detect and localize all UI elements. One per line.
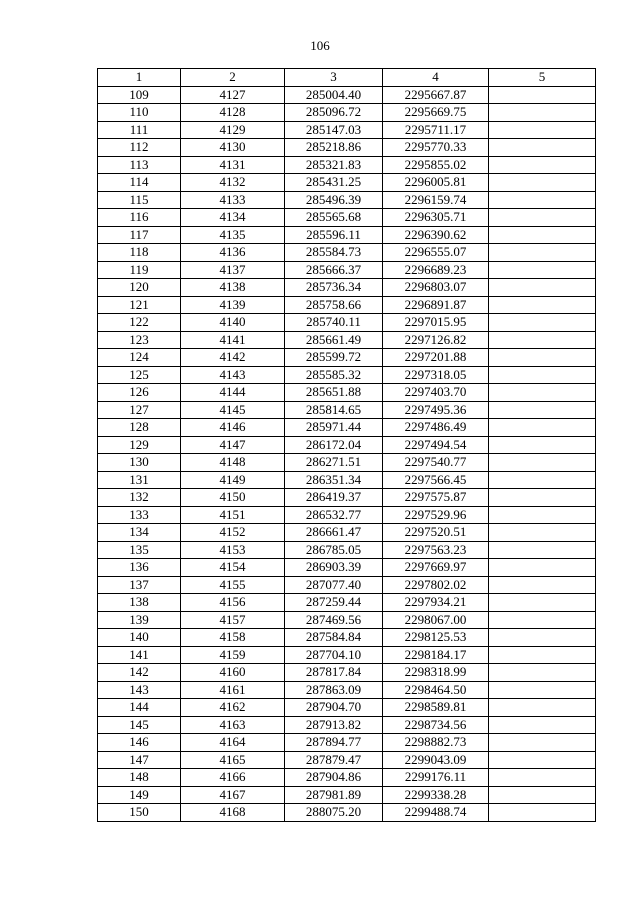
table-row (98, 699, 596, 717)
x-coordinate-cell: 285666.37 (285, 261, 383, 279)
point-id-cell: 4157 (181, 611, 285, 629)
x-coordinate-cell: 285971.44 (285, 419, 383, 437)
table-row (98, 576, 596, 594)
x-coordinate-cell: 285584.73 (285, 244, 383, 262)
point-id-cell: 4156 (181, 594, 285, 612)
point-number-cell: 127 (98, 401, 181, 419)
x-coordinate-cell: 286532.77 (285, 506, 383, 524)
x-coordinate-cell: 285599.72 (285, 349, 383, 367)
note-cell (489, 541, 596, 559)
table-row (98, 226, 596, 244)
point-number-cell: 122 (98, 314, 181, 332)
note-cell (489, 366, 596, 384)
point-id-cell: 4165 (181, 751, 285, 769)
point-number-cell: 145 (98, 716, 181, 734)
point-id-cell: 4137 (181, 261, 285, 279)
note-cell (489, 699, 596, 717)
x-coordinate-cell: 287981.89 (285, 786, 383, 804)
table-row (98, 244, 596, 262)
point-id-cell: 4155 (181, 576, 285, 594)
x-coordinate-cell: 287704.10 (285, 646, 383, 664)
table-row (98, 296, 596, 314)
x-coordinate-cell: 285147.03 (285, 121, 383, 139)
table-row (98, 471, 596, 489)
note-cell (489, 786, 596, 804)
y-coordinate-cell: 2297540.77 (383, 454, 489, 472)
header-row (98, 69, 596, 87)
y-coordinate-cell: 2295669.75 (383, 104, 489, 122)
note-cell (489, 506, 596, 524)
x-coordinate-cell: 287879.47 (285, 751, 383, 769)
table-body (98, 86, 596, 821)
x-coordinate-cell: 288075.20 (285, 804, 383, 822)
y-coordinate-cell: 2296305.71 (383, 209, 489, 227)
table-row (98, 786, 596, 804)
point-number-cell: 148 (98, 769, 181, 787)
point-id-cell: 4134 (181, 209, 285, 227)
point-number-cell: 149 (98, 786, 181, 804)
point-number-cell: 125 (98, 366, 181, 384)
point-id-cell: 4140 (181, 314, 285, 332)
y-coordinate-cell: 2296005.81 (383, 174, 489, 192)
x-coordinate-cell: 285218.86 (285, 139, 383, 157)
point-id-cell: 4145 (181, 401, 285, 419)
y-coordinate-cell: 2298184.17 (383, 646, 489, 664)
point-number-cell: 111 (98, 121, 181, 139)
y-coordinate-cell: 2297520.51 (383, 524, 489, 542)
point-number-cell: 134 (98, 524, 181, 542)
y-coordinate-cell: 2297575.87 (383, 489, 489, 507)
x-coordinate-cell: 287259.44 (285, 594, 383, 612)
x-coordinate-cell: 285736.34 (285, 279, 383, 297)
table-row (98, 629, 596, 647)
point-id-cell: 4144 (181, 384, 285, 402)
point-number-cell: 142 (98, 664, 181, 682)
y-coordinate-cell: 2299338.28 (383, 786, 489, 804)
x-coordinate-cell: 287077.40 (285, 576, 383, 594)
point-number-cell: 131 (98, 471, 181, 489)
x-coordinate-cell: 287584.84 (285, 629, 383, 647)
table-row (98, 681, 596, 699)
table-row (98, 156, 596, 174)
header-cell-col-3: 3 (285, 69, 383, 87)
note-cell (489, 121, 596, 139)
point-id-cell: 4153 (181, 541, 285, 559)
y-coordinate-cell: 2299176.11 (383, 769, 489, 787)
x-coordinate-cell: 287894.77 (285, 734, 383, 752)
point-number-cell: 121 (98, 296, 181, 314)
x-coordinate-cell: 285740.11 (285, 314, 383, 332)
note-cell (489, 436, 596, 454)
y-coordinate-cell: 2295770.33 (383, 139, 489, 157)
note-cell (489, 681, 596, 699)
point-number-cell: 119 (98, 261, 181, 279)
note-cell (489, 664, 596, 682)
note-cell (489, 401, 596, 419)
x-coordinate-cell: 285661.49 (285, 331, 383, 349)
table-row (98, 751, 596, 769)
y-coordinate-cell: 2297495.36 (383, 401, 489, 419)
table-row (98, 524, 596, 542)
note-cell (489, 384, 596, 402)
table-header (98, 69, 596, 87)
y-coordinate-cell: 2297318.05 (383, 366, 489, 384)
note-cell (489, 279, 596, 297)
point-number-cell: 124 (98, 349, 181, 367)
note-cell (489, 139, 596, 157)
point-number-cell: 141 (98, 646, 181, 664)
point-number-cell: 120 (98, 279, 181, 297)
table-row (98, 279, 596, 297)
point-number-cell: 138 (98, 594, 181, 612)
note-cell (489, 86, 596, 104)
table-row (98, 734, 596, 752)
point-id-cell: 4143 (181, 366, 285, 384)
table-row (98, 541, 596, 559)
point-number-cell: 136 (98, 559, 181, 577)
point-id-cell: 4146 (181, 419, 285, 437)
table-row (98, 261, 596, 279)
y-coordinate-cell: 2298734.56 (383, 716, 489, 734)
note-cell (489, 156, 596, 174)
point-id-cell: 4139 (181, 296, 285, 314)
point-id-cell: 4160 (181, 664, 285, 682)
point-number-cell: 144 (98, 699, 181, 717)
x-coordinate-cell: 285814.65 (285, 401, 383, 419)
note-cell (489, 104, 596, 122)
note-cell (489, 471, 596, 489)
note-cell (489, 314, 596, 332)
y-coordinate-cell: 2298882.73 (383, 734, 489, 752)
x-coordinate-cell: 286903.39 (285, 559, 383, 577)
table-row (98, 209, 596, 227)
note-cell (489, 209, 596, 227)
header-cell-col-5: 5 (489, 69, 596, 87)
x-coordinate-cell: 287904.70 (285, 699, 383, 717)
table-row (98, 121, 596, 139)
point-id-cell: 4150 (181, 489, 285, 507)
y-coordinate-cell: 2297566.45 (383, 471, 489, 489)
y-coordinate-cell: 2297015.95 (383, 314, 489, 332)
y-coordinate-cell: 2297403.70 (383, 384, 489, 402)
table-row (98, 174, 596, 192)
x-coordinate-cell: 285004.40 (285, 86, 383, 104)
x-coordinate-cell: 285321.83 (285, 156, 383, 174)
point-id-cell: 4130 (181, 139, 285, 157)
page-number: 106 (310, 38, 330, 53)
point-id-cell: 4138 (181, 279, 285, 297)
point-id-cell: 4168 (181, 804, 285, 822)
note-cell (489, 769, 596, 787)
x-coordinate-cell: 287904.86 (285, 769, 383, 787)
point-id-cell: 4164 (181, 734, 285, 752)
y-coordinate-cell: 2295667.87 (383, 86, 489, 104)
point-number-cell: 115 (98, 191, 181, 209)
point-id-cell: 4152 (181, 524, 285, 542)
point-id-cell: 4127 (181, 86, 285, 104)
point-id-cell: 4163 (181, 716, 285, 734)
point-number-cell: 129 (98, 436, 181, 454)
table-row (98, 436, 596, 454)
point-number-cell: 118 (98, 244, 181, 262)
point-id-cell: 4162 (181, 699, 285, 717)
x-coordinate-cell: 285096.72 (285, 104, 383, 122)
y-coordinate-cell: 2298464.50 (383, 681, 489, 699)
table-row (98, 769, 596, 787)
y-coordinate-cell: 2297494.54 (383, 436, 489, 454)
note-cell (489, 524, 596, 542)
x-coordinate-cell: 285496.39 (285, 191, 383, 209)
note-cell (489, 226, 596, 244)
x-coordinate-cell: 285651.88 (285, 384, 383, 402)
x-coordinate-cell: 286785.05 (285, 541, 383, 559)
x-coordinate-cell: 286172.04 (285, 436, 383, 454)
table-row (98, 401, 596, 419)
point-id-cell: 4149 (181, 471, 285, 489)
table-row (98, 86, 596, 104)
point-number-cell: 135 (98, 541, 181, 559)
point-number-cell: 139 (98, 611, 181, 629)
note-cell (489, 751, 596, 769)
y-coordinate-cell: 2298067.00 (383, 611, 489, 629)
x-coordinate-cell: 287863.09 (285, 681, 383, 699)
point-number-cell: 116 (98, 209, 181, 227)
y-coordinate-cell: 2297563.23 (383, 541, 489, 559)
table-row (98, 594, 596, 612)
note-cell (489, 261, 596, 279)
y-coordinate-cell: 2297201.88 (383, 349, 489, 367)
y-coordinate-cell: 2296689.23 (383, 261, 489, 279)
y-coordinate-cell: 2298318.99 (383, 664, 489, 682)
table-row (98, 716, 596, 734)
point-number-cell: 126 (98, 384, 181, 402)
table-row (98, 611, 596, 629)
point-id-cell: 4158 (181, 629, 285, 647)
note-cell (489, 576, 596, 594)
note-cell (489, 419, 596, 437)
point-id-cell: 4128 (181, 104, 285, 122)
note-cell (489, 594, 596, 612)
y-coordinate-cell: 2296891.87 (383, 296, 489, 314)
point-number-cell: 146 (98, 734, 181, 752)
point-number-cell: 110 (98, 104, 181, 122)
table-row (98, 454, 596, 472)
table-row (98, 104, 596, 122)
table-row (98, 419, 596, 437)
point-number-cell: 133 (98, 506, 181, 524)
x-coordinate-cell: 286661.47 (285, 524, 383, 542)
table-row (98, 366, 596, 384)
note-cell (489, 629, 596, 647)
table-row (98, 506, 596, 524)
note-cell (489, 454, 596, 472)
note-cell (489, 559, 596, 577)
y-coordinate-cell: 2297486.49 (383, 419, 489, 437)
y-coordinate-cell: 2297669.97 (383, 559, 489, 577)
note-cell (489, 174, 596, 192)
y-coordinate-cell: 2298125.53 (383, 629, 489, 647)
x-coordinate-cell: 285585.32 (285, 366, 383, 384)
note-cell (489, 734, 596, 752)
point-id-cell: 4132 (181, 174, 285, 192)
point-id-cell: 4151 (181, 506, 285, 524)
y-coordinate-cell: 2296390.62 (383, 226, 489, 244)
x-coordinate-cell: 285596.11 (285, 226, 383, 244)
table-row (98, 384, 596, 402)
table-row (98, 804, 596, 822)
note-cell (489, 244, 596, 262)
point-id-cell: 4136 (181, 244, 285, 262)
table-row (98, 559, 596, 577)
note-cell (489, 349, 596, 367)
x-coordinate-cell: 287469.56 (285, 611, 383, 629)
point-number-cell: 117 (98, 226, 181, 244)
header-cell-col-1: 1 (98, 69, 181, 87)
x-coordinate-cell: 285431.25 (285, 174, 383, 192)
y-coordinate-cell: 2298589.81 (383, 699, 489, 717)
table-row (98, 664, 596, 682)
x-coordinate-cell: 287817.84 (285, 664, 383, 682)
note-cell (489, 716, 596, 734)
y-coordinate-cell: 2299488.74 (383, 804, 489, 822)
y-coordinate-cell: 2297802.02 (383, 576, 489, 594)
y-coordinate-cell: 2295855.02 (383, 156, 489, 174)
y-coordinate-cell: 2299043.09 (383, 751, 489, 769)
x-coordinate-cell: 286351.34 (285, 471, 383, 489)
y-coordinate-cell: 2296555.07 (383, 244, 489, 262)
point-id-cell: 4131 (181, 156, 285, 174)
note-cell (489, 611, 596, 629)
point-number-cell: 123 (98, 331, 181, 349)
point-id-cell: 4133 (181, 191, 285, 209)
point-id-cell: 4129 (181, 121, 285, 139)
coordinates-table (97, 68, 596, 822)
note-cell (489, 331, 596, 349)
point-id-cell: 4161 (181, 681, 285, 699)
point-id-cell: 4166 (181, 769, 285, 787)
table-row (98, 331, 596, 349)
point-id-cell: 4159 (181, 646, 285, 664)
x-coordinate-cell: 286271.51 (285, 454, 383, 472)
point-number-cell: 150 (98, 804, 181, 822)
table-row (98, 646, 596, 664)
header-cell-col-2: 2 (181, 69, 285, 87)
note-cell (489, 646, 596, 664)
x-coordinate-cell: 285565.68 (285, 209, 383, 227)
point-id-cell: 4154 (181, 559, 285, 577)
table-row (98, 139, 596, 157)
table-row (98, 191, 596, 209)
point-id-cell: 4167 (181, 786, 285, 804)
point-number-cell: 147 (98, 751, 181, 769)
point-id-cell: 4135 (181, 226, 285, 244)
note-cell (489, 804, 596, 822)
table-row (98, 349, 596, 367)
point-id-cell: 4142 (181, 349, 285, 367)
point-number-cell: 137 (98, 576, 181, 594)
x-coordinate-cell: 287913.82 (285, 716, 383, 734)
point-number-cell: 132 (98, 489, 181, 507)
point-id-cell: 4147 (181, 436, 285, 454)
y-coordinate-cell: 2297126.82 (383, 331, 489, 349)
header-cell-col-4: 4 (383, 69, 489, 87)
point-number-cell: 109 (98, 86, 181, 104)
note-cell (489, 489, 596, 507)
y-coordinate-cell: 2296159.74 (383, 191, 489, 209)
note-cell (489, 191, 596, 209)
point-number-cell: 140 (98, 629, 181, 647)
point-number-cell: 114 (98, 174, 181, 192)
y-coordinate-cell: 2296803.07 (383, 279, 489, 297)
point-number-cell: 143 (98, 681, 181, 699)
y-coordinate-cell: 2295711.17 (383, 121, 489, 139)
y-coordinate-cell: 2297934.21 (383, 594, 489, 612)
table-row (98, 489, 596, 507)
point-number-cell: 112 (98, 139, 181, 157)
note-cell (489, 296, 596, 314)
table-row (98, 314, 596, 332)
point-number-cell: 128 (98, 419, 181, 437)
x-coordinate-cell: 285758.66 (285, 296, 383, 314)
x-coordinate-cell: 286419.37 (285, 489, 383, 507)
point-id-cell: 4141 (181, 331, 285, 349)
y-coordinate-cell: 2297529.96 (383, 506, 489, 524)
point-number-cell: 113 (98, 156, 181, 174)
point-id-cell: 4148 (181, 454, 285, 472)
point-number-cell: 130 (98, 454, 181, 472)
